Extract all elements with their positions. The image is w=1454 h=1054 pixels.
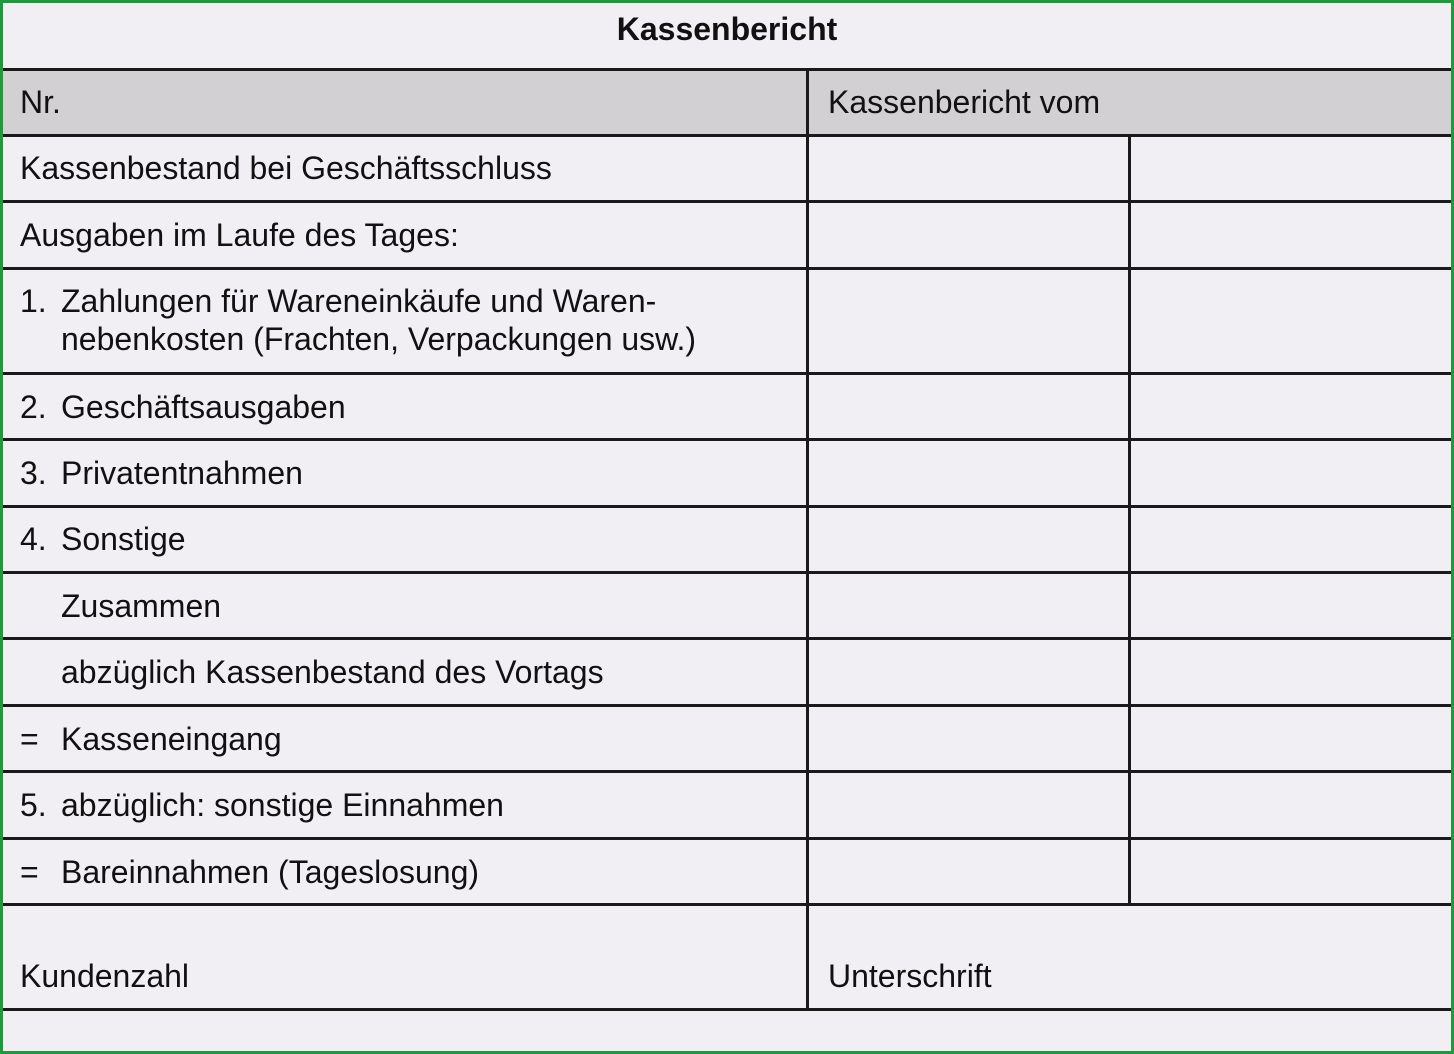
row-label: Kassenbestand bei Geschäftsschluss: [20, 150, 552, 186]
rule: [3, 571, 1451, 574]
rule: [3, 267, 1451, 270]
row-number: 1.: [20, 283, 47, 319]
rule: [3, 134, 1451, 137]
column-divider: [806, 68, 809, 1011]
row-number: 4.: [20, 521, 47, 557]
row-label: Sonstige: [61, 521, 186, 557]
row-label: Kasseneingang: [61, 721, 282, 757]
rule: [3, 1008, 1451, 1011]
row-label: Zusammen: [61, 588, 222, 624]
rule: [3, 770, 1451, 773]
customer-count-label: Kundenzahl: [20, 958, 190, 994]
header-report-date: Kassenbericht vom: [828, 84, 1101, 120]
rule: [3, 438, 1451, 441]
row-number: 5.: [20, 787, 47, 823]
row-operator: =: [20, 721, 39, 757]
signature-label: Unterschrift: [828, 958, 992, 994]
row-label: Privatentnahmen: [61, 455, 303, 491]
row-number: 2.: [20, 389, 47, 425]
row-label: abzüglich Kassenbestand des Vortags: [61, 654, 604, 690]
column-divider: [1128, 134, 1131, 906]
row-number: 3.: [20, 455, 47, 491]
row-label: Bareinnahmen (Tageslosung): [61, 854, 480, 890]
row-label: Geschäftsausgaben: [61, 389, 346, 425]
rule: [3, 837, 1451, 840]
rule: [3, 200, 1451, 203]
form-title: Kassenbericht: [616, 11, 838, 47]
rule: [3, 903, 1451, 906]
rule: [3, 505, 1451, 508]
rule: [3, 704, 1451, 707]
row-label: Ausgaben im Laufe des Tages:: [20, 217, 459, 253]
rule: [3, 372, 1451, 375]
row-label: abzüglich: sonstige Einnahmen: [61, 787, 504, 823]
header-row: [3, 71, 1451, 134]
row-label: Zahlungen für Wareneinkäufe und Waren-: [61, 283, 657, 319]
header-nr: Nr.: [20, 84, 61, 120]
rule: [3, 637, 1451, 640]
row-operator: =: [20, 854, 39, 890]
rule: [3, 68, 1451, 71]
row-label-line2: nebenkosten (Frachten, Verpackungen usw.): [61, 321, 697, 357]
row-item: [0, 283, 800, 367]
